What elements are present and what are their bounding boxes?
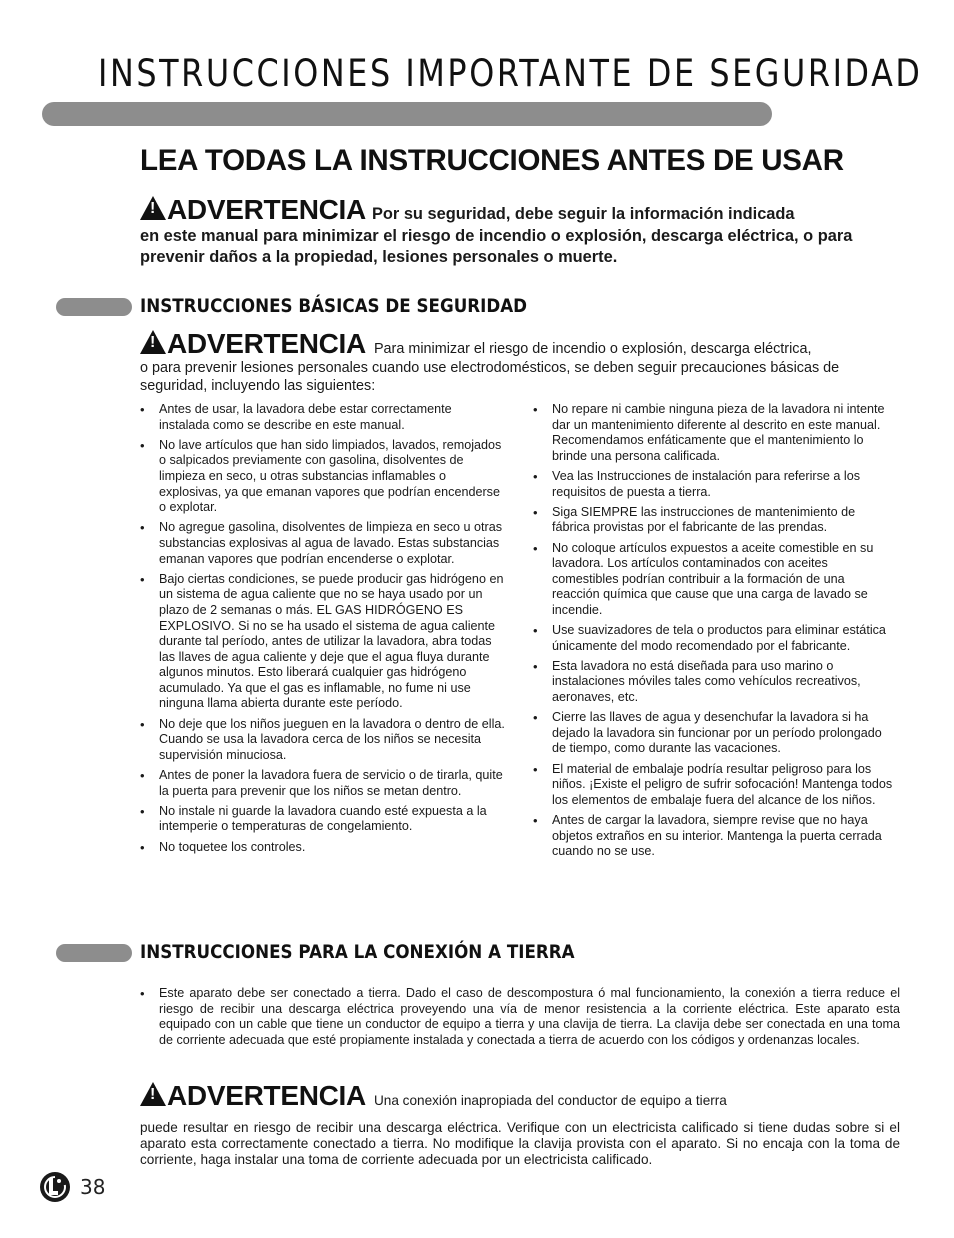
list-item: • Antes de usar, la lavadora debe estar correctamente instalada como se describe en este manual. <box>140 402 505 433</box>
warning-triangle-icon <box>140 196 166 220</box>
list-item: • No deje que los niños jueguen en la lavadora o dentro de ella. Cuando se usa la lavadora cerca de los niños se necesita supervisión minuciosa. <box>140 717 505 764</box>
grounding-list <box>140 986 900 1053</box>
warning-triangle-icon <box>140 330 166 354</box>
page-number: 38 <box>80 1175 106 1199</box>
warning-body-text: puede resultar en riesgo de recibir una descarga eléctrica. Verifique con un electricista calificado si tiene dudas sobre si el aparato esta correctamente conectado a tierra. No modifique la clavija provista con el aparato. Si no encaja con la toma de corriente, haga instalar una toma de corriente adecuada por un electricista calificado. <box>140 1120 900 1167</box>
warning-block-general <box>140 194 900 268</box>
list-item: • Bajo ciertas condiciones, se puede producir gas hidrógeno en un sistema de agua caliente que no se haya usado por un plazo de 2 semanas o más. EL GAS HIDRÓGENO ES EXPLOSIVO. Si no se ha usado el sistema de agua caliente durante tal período, antes de utilizar la lavadora, abra todas las llaves de agua caliente y deje que el agua fluya durante algunos minutos. Esto liberará cualquier gas hidrógeno acumulado. Ya que el gas es inflamable, no fume ni use ninguna llama abierta durante este período. <box>140 572 505 712</box>
warning-block-basic <box>140 328 900 395</box>
safety-list-left <box>140 402 505 860</box>
list-item: • No toquetee los controles. <box>140 840 505 856</box>
list-item: • El material de embalaje podría resultar peligroso para los niños. ¡Existe el peligro de sufrir sofocación! Mantenga todos los elementos de embalaje fuera del alcance de los niños. <box>533 762 893 809</box>
safety-list-right <box>533 402 893 864</box>
list-item: • Cierre las llaves de agua y desenchufar la lavadora si ha dejado la lavadora sin funcionar por un período prolongado de tiempo, como durante las vacaciones. <box>533 710 893 757</box>
main-title: LEA TODAS LA INSTRUCCIONES ANTES DE USAR <box>140 144 844 177</box>
warning-lead-text: Para minimizar el riesgo de incendio o explosión, descarga eléctrica, <box>373 341 812 357</box>
list-item: • Antes de cargar la lavadora, siempre revise que no haya objetos extraños en su interior. Mantenga la puerta cerrada cuando no se use. <box>533 813 893 860</box>
warning-body-text: o para prevenir lesiones personales cuando use electrodomésticos, se deben seguir precauciones básicas de seguridad, incluyendo las siguientes: <box>140 360 840 394</box>
list-item: • Este aparato debe ser conectado a tierra. Dado el caso de descompostura ó mal funcionamiento, la conexión a tierra reduce el riesgo de recibir una descarga eléctrica proveyendo una vía de menor resistencia a la corriente eléctrica. Este aparato esta equipado con un cable que tiene un conductor de equipo a tierra y una clavija de tierra. La clavija debe ser conectada en una toma de corriente adecuada que esté propiamente instalada y conectada a tierra de acuerdo con los códigos y ordenanzas locales. <box>140 986 900 1048</box>
list-item: • No coloque artículos expuestos a aceite comestible en su lavadora. Los artículos contaminados con aceites comestibles podrían contribuir a la formación de una reacción química que cause que una carga de lavado se incendie. <box>533 541 893 619</box>
warning-word: ADVERTENCIA <box>167 194 366 225</box>
list-item: • No instale ni guarde la lavadora cuando esté expuesta a la intemperie o temperaturas de congelamiento. <box>140 804 505 835</box>
section-marker-pill <box>56 944 132 962</box>
section-title-grounding: INSTRUCCIONES PARA LA CONEXIÓN A TIERRA <box>140 941 575 963</box>
list-item: • No agregue gasolina, disolventes de limpieza en seco u otras substancias explosivas al agua de lavado. Estas substancias emanan vapores que podrían encenderse o explotar. <box>140 520 505 567</box>
warning-block-grounding <box>140 1080 900 1168</box>
list-item: • Use suavizadores de tela o productos para eliminar estática únicamente del modo recomendado por el fabricante. <box>533 623 893 654</box>
list-item: • Antes de poner la lavadora fuera de servicio o de tirarla, quite la puerta para prevenir que los niños se metan dentro. <box>140 768 505 799</box>
warning-lead-text: Por su seguridad, debe seguir la información indicada <box>371 205 795 223</box>
list-item: • Vea las Instrucciones de instalación para referirse a los requisitos de puesta a tierra. <box>533 469 893 500</box>
header-bar <box>42 102 772 126</box>
list-item: • Esta lavadora no está diseñada para uso marino o instalaciones móviles tales como vehículos recreativos, aeronaves, etc. <box>533 659 893 706</box>
warning-body-text: en este manual para minimizar el riesgo de incendio o explosión, descarga eléctrica, o para prevenir daños a la propiedad, lesiones personales o muerte. <box>140 227 853 266</box>
page-header-title: INSTRUCCIONES IMPORTANTE DE SEGURIDAD <box>98 52 923 95</box>
warning-lead-text: Una conexión inapropiada del conductor de equipo a tierra <box>373 1093 727 1108</box>
section-title-basic-safety: INSTRUCCIONES BÁSICAS DE SEGURIDAD <box>140 295 528 317</box>
list-item: • No repare ni cambie ninguna pieza de la lavadora ni intente dar un mantenimiento diferente al descrito en este manual. Recomendamos enfáticamente que el mantenimiento lo brinde una persona calificada. <box>533 402 893 464</box>
warning-word: ADVERTENCIA <box>167 1080 366 1111</box>
lg-logo-icon <box>40 1172 70 1202</box>
warning-word: ADVERTENCIA <box>167 328 366 359</box>
warning-triangle-icon <box>140 1082 166 1106</box>
list-item: • Siga SIEMPRE las instrucciones de mantenimiento de fábrica provistas por el fabricante de las prendas. <box>533 505 893 536</box>
list-item: • No lave artículos que han sido limpiados, lavados, remojados o salpicados previamente con gasolina, disolventes de limpieza en seco, u otras substancias inflamables o explosivas, ya que emanan vapores que podrían encenderse o explotar. <box>140 438 505 516</box>
section-marker-pill <box>56 298 132 316</box>
